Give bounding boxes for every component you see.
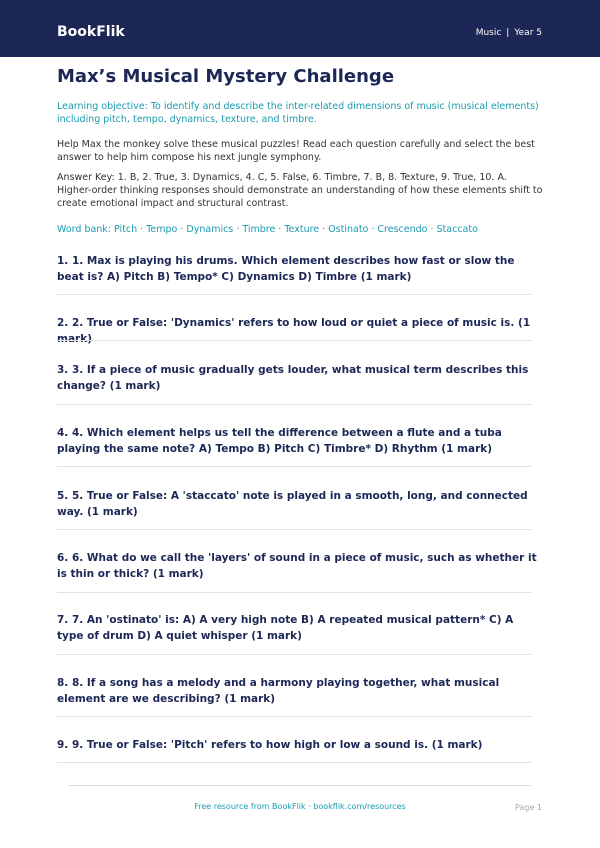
meta-separator: | <box>506 28 510 38</box>
question-2: 2. 2. True or False: 'Dynamics' refers to how loud or quiet a piece of music is. (1 mark) <box>57 317 531 345</box>
question-1: 1. 1. Max is playing his drums. Which element describes how fast or slow the beat is? A) Pitch B) Tempo* C) Dynamics D) Timbre (1 mark) <box>57 255 515 283</box>
question-5: 5. 5. True or False: A 'staccato' note is played in a smooth, long, and connected way. (1 mark) <box>57 490 528 518</box>
footer-link[interactable]: Free resource from BookFlik · bookflik.com/resources <box>194 802 406 811</box>
page-number: Page 1 <box>515 803 542 812</box>
answer-line-6[interactable] <box>57 592 532 593</box>
question-4: 4. 4. Which element helps us tell the difference between a flute and a tuba playing the same note? A) Tempo B) Pitch C) Timbre* D) Rhythm (1 mark) <box>57 427 502 455</box>
header-meta <box>476 27 542 39</box>
page-header <box>0 0 600 57</box>
answer-line-5[interactable] <box>57 529 532 530</box>
question-3: 3. 3. If a piece of music gradually gets louder, what musical term describes this change? (1 mark) <box>57 364 529 392</box>
learning-objective: Learning objective: To identify and describe the inter-related dimensions of music (musical elements) including pitch, tempo, dynamics, texture, and timbre. <box>57 101 539 125</box>
intro-text: Help Max the monkey solve these musical puzzles! Read each question carefully and select the best answer to help him compose his next jungle symphony. <box>57 139 535 163</box>
answer-line-9[interactable] <box>57 762 532 763</box>
brand-logo: BookFlik <box>57 24 125 40</box>
worksheet-title: Max’s Musical Mystery Challenge <box>57 66 395 87</box>
answer-line-2[interactable] <box>57 340 532 341</box>
answer-line-8[interactable] <box>57 716 532 717</box>
answer-line-4[interactable] <box>57 466 532 467</box>
word-bank: Word bank: Pitch · Tempo · Dynamics · Timbre · Texture · Ostinato · Crescendo · Staccato <box>57 224 478 235</box>
question-6: 6. 6. What do we call the 'layers' of sound in a piece of music, such as whether it is thin or thick? (1 mark) <box>57 552 537 580</box>
footer-divider <box>68 785 531 786</box>
question-7: 7. 7. An 'ostinato' is: A) A very high note B) A repeated musical pattern* C) A type of drum D) A quiet whisper (1 mark) <box>57 614 514 642</box>
subject-label: Music <box>475 28 502 38</box>
answer-key: Answer Key: 1. B, 2. True, 3. Dynamics, 4. C, 5. False, 6. Timbre, 7. B, 8. Texture, 9. True, 10. A. Higher-order thinking responses should demonstrate an understanding of how these elements shift to create emotional impact and structural contrast. <box>57 172 543 209</box>
answer-line-3[interactable] <box>57 404 532 405</box>
year-label: Year 5 <box>514 28 542 38</box>
question-9: 9. 9. True or False: 'Pitch' refers to how high or low a sound is. (1 mark) <box>57 739 483 751</box>
question-8: 8. 8. If a song has a melody and a harmony playing together, what musical element are we describing? (1 mark) <box>57 677 500 705</box>
answer-line-1[interactable] <box>57 294 532 295</box>
answer-line-7[interactable] <box>57 654 532 655</box>
